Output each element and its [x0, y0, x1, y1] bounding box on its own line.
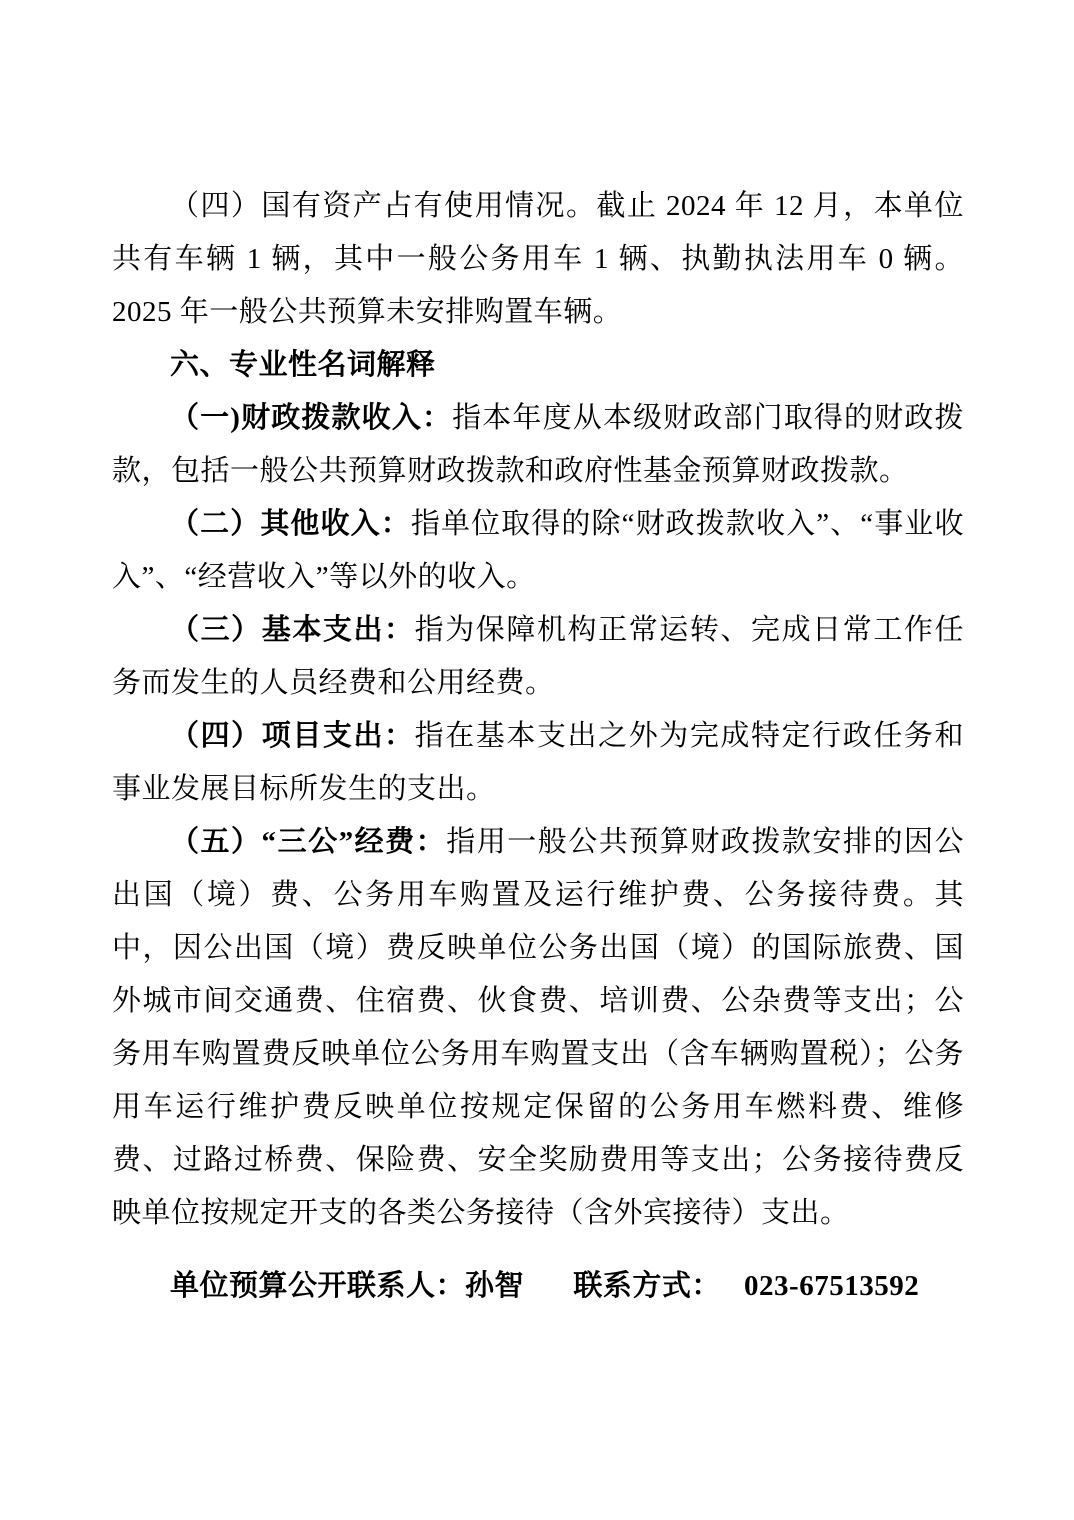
- term-definition: 指本年度从本级财政部门取得的财政拨款，包括一般公共预算财政拨款和政府性基金预算财政拨款。: [112, 402, 964, 487]
- term-definition: 指在基本支出之外为完成特定行政任务和事业发展目标所发生的支出。: [112, 720, 964, 805]
- term-definition: 指单位取得的除“财政拨款收入”、“事业收入”、“经营收入”等以外的收入。: [112, 508, 964, 593]
- term-definition: 指用一般公共预算财政拨款安排的因公出国（境）费、公务用车购置及运行维护费、公务接待费。其中，因公出国（境）费反映单位公务出国（境）的国际旅费、国外城市间交通费、住宿费、伙食费、培训费、公杂费等支出；公务用车购置费反映单位公务用车购置支出（含车辆购置税）；公务用车运行维护费反映单位按规定保留的公务用车燃料费、维修费、过路过桥费、保险费、安全奖励费用等支出；公务接待费反映单位按规定开支的各类公务接待（含外宾接待）支出。: [112, 826, 964, 1229]
- term-label: （一)财政拨款收入：: [170, 402, 453, 434]
- term-label: （三）基本支出：: [170, 614, 415, 646]
- term-definition: 指为保障机构正常运转、完成日常工作任务而发生的人员经费和公用经费。: [112, 614, 964, 699]
- contact-person-label: 单位预算公开联系人：: [170, 1270, 466, 1302]
- document-content: [112, 180, 964, 1313]
- paragraph-fiscal-appropriation-income: [112, 392, 964, 498]
- term-label: （四）项目支出：: [170, 720, 415, 752]
- contact-line: [112, 1260, 964, 1313]
- paragraph-other-income: [112, 498, 964, 604]
- contact-person-name: 孙智: [465, 1270, 525, 1302]
- term-label: （五）“三公”经费：: [170, 826, 447, 858]
- term-label: （二）其他收入：: [170, 508, 411, 540]
- paragraph-three-public-funds: [112, 816, 964, 1240]
- contact-phone-number: 023-67513592: [744, 1270, 920, 1302]
- paragraph-basic-expenditure: [112, 604, 964, 710]
- heading-text: 六、专业性名词解释: [170, 349, 436, 381]
- paragraph-text: （四）国有资产占有使用情况。截止 2024 年 12 月，本单位共有车辆 1 辆，其中一般公务用车 1 辆、执勤执法用车 0 辆。2025 年一般公共预算未安排购置车辆。: [112, 190, 964, 328]
- paragraph-state-assets: [112, 180, 964, 339]
- contact-method-label: 联系方式：: [573, 1270, 721, 1302]
- section-heading-glossary: [112, 339, 964, 392]
- paragraph-project-expenditure: [112, 710, 964, 816]
